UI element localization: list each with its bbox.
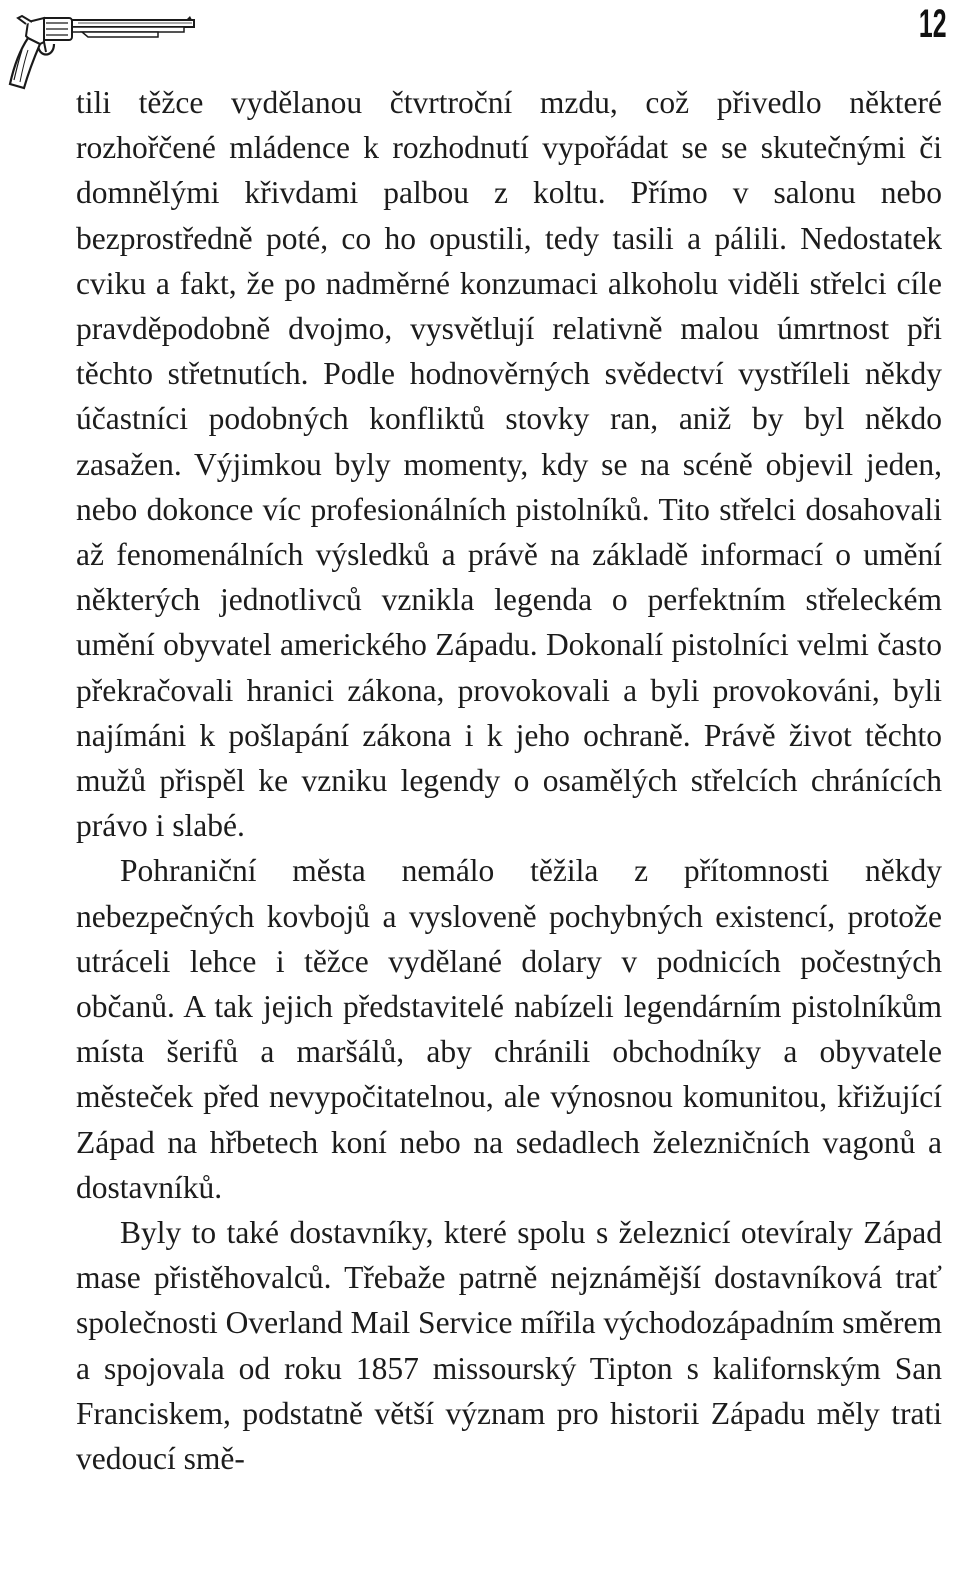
page-number: 12 (918, 2, 946, 46)
paragraph: tili těžce vydělanou čtvrtroční mzdu, což přivedlo některé rozhořčené mládence k rozhodnutí vypořádat se se skutečnými či domnělými křivdami palbou z koltu. Přímo v salonu nebo bezprostředně poté, co ho opustili, tedy tasili a pálili. Nedostatek cviku a fakt, že po nadměrné konzumaci alkoholu viděli střelci cíle pravděpodobně dvojmo, vysvětlují relativně malou úmrtnost při těchto střetnutích. Podle hodnověrných svědectví vystříleli někdy účastníci podobných konfliktů stovky ran, aniž by byl někdo zasažen. Výjimkou byly momenty, kdy se na scéně objevil jeden, nebo dokonce víc profesionálních pistolníků. Tito střelci dosahovali až fenomenálních výsledků a právě na základě informací o umění některých jednotlivců vznikla legenda o perfektním střeleckém umění obyvatel amerického Západu. Dokonalí pistolníci velmi často překračovali hranici zákona, provokovali a byli provokováni, byli najímáni k pošlapání zákona i k jeho ochraně. Právě život těchto mužů přispěl ke vzniku legendy o osamělých střelcích chránících právo i slabé. (76, 85, 942, 844)
paragraph: Pohraniční města nemálo těžila z přítomnosti někdy nebezpečných kovbojů a vysloveně pochybných existencí, protože utráceli lehce i těžce vydělané dolary v podnicích počestných občanů. A tak jejich představitelé nabízeli legendárním pistolníkům místa šerifů a maršálů, aby chránili obchodníky a obyvatele městeček před nevypočitatelnou, ale výnosnou komunitou, křižující Západ na hřbetech koní nebo na sedadlech železničních vagonů a dostavníků. (76, 853, 942, 1205)
paragraph: Byly to také dostavníky, které spolu s železnicí otevíraly Západ mase přistěhovalců. Třebaže patrně nejznámější dostavníková trať společnosti Overland Mail Service mířila východozápadním směrem a spojovala od roku 1857 missourský Tipton s kalifornským San Franciskem, podstatně větší význam pro historii Západu měly trati vedoucí smě- (76, 1215, 943, 1477)
body-text (76, 80, 942, 1481)
page-header (0, 0, 960, 92)
